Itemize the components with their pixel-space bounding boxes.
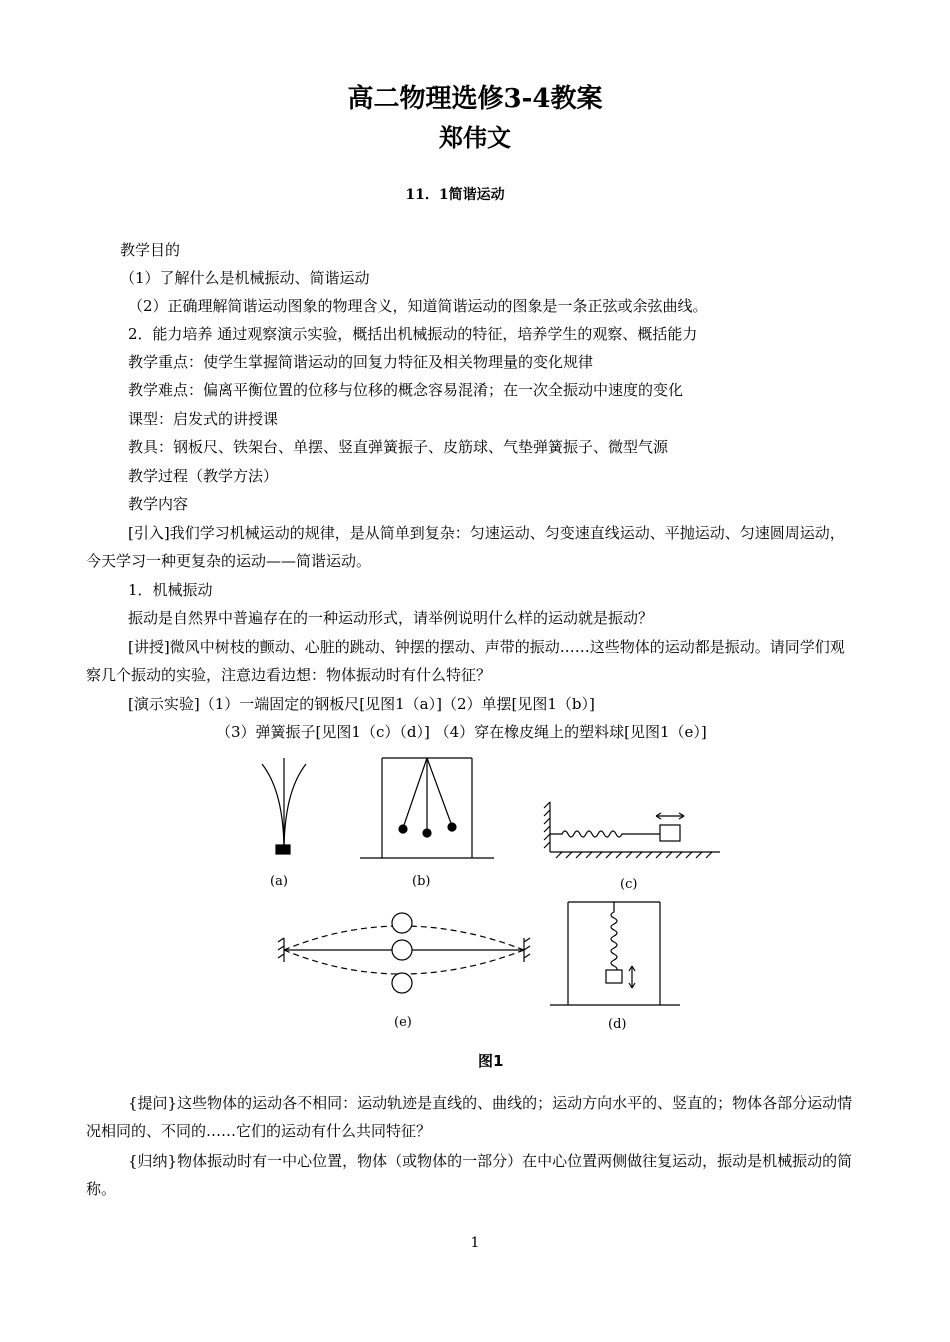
heading-mechanical-vibration: 1．机械振动: [128, 581, 213, 599]
figure-label-d: (d): [608, 1017, 627, 1032]
figure-a-ruler: [262, 758, 306, 854]
paragraph-obj-1: （1）了解什么是机械振动、简谐运动: [120, 269, 370, 287]
paragraph-demo-2: （3）弹簧振子[见图1（c）（d）] （4）穿在橡皮绳上的塑料球[见图1（e）]: [216, 723, 707, 741]
figure-c-spring: [544, 802, 720, 858]
figure-label-e: (e): [394, 1015, 412, 1030]
paragraph-difficulties: 教学难点：偏离平衡位置的位移与位移的概念容易混淆；在一次全振动中速度的变化: [128, 381, 684, 399]
paragraph-key-points: 教学重点：使学生掌握简谐运动的回复力特征及相关物理量的变化规律: [128, 353, 594, 371]
paragraph-lesson-type: 课型：启发式的讲授课: [128, 410, 279, 428]
figure-label-b: (b): [412, 874, 431, 889]
figure-e-rubber-ball: [278, 913, 530, 993]
author-name: 郑伟文: [439, 123, 511, 152]
figure-1: [240, 752, 740, 1082]
figure-caption: 图1: [478, 1052, 504, 1070]
document-title: 高二物理选修3-4教案: [347, 84, 603, 114]
paragraph-lecture: [讲授]微风中树枝的颤动、心脏的跳动、钟摆的摆动、声带的振动……这些物体的运动都是振动。请同学们观察几个振动的实验，注意边看边想：物体振动时有什么特征？: [86, 638, 845, 684]
paragraph-content: 教学内容: [128, 495, 189, 513]
paragraph-objectives: 教学目的: [120, 241, 181, 259]
paragraph-summary: {归纳}物体振动时有一中心位置，物体（或物体的一部分）在中心位置两侧做往复运动，振动是机械振动的简称。: [86, 1152, 853, 1198]
figure-d-vertical-spring: [550, 902, 680, 1005]
figure-b-pendulum: [360, 758, 494, 858]
figure-label-c: (c): [620, 877, 638, 892]
paragraph-tools: 教具：钢板尺、铁架台、单摆、竖直弹簧振子、皮筋球、气垫弹簧振子、微型气源: [128, 438, 669, 456]
paragraph-question: {提问}这些物体的运动各不相同：运动轨迹是直线的、曲线的；运动方向水平的、竖直的；物体各部分运动情况相同的、不同的……它们的运动有什么共同特征？: [86, 1094, 853, 1140]
section-heading: 11．1简谐运动: [405, 187, 505, 203]
paragraph-intro: [引入]我们学习机械运动的规律，是从简单到复杂：匀速运动、匀变速直线运动、平抛运动、匀速圆周运动，今天学习一种更复杂的运动——简谐运动。: [86, 524, 845, 570]
paragraph-process: 教学过程（教学方法）: [128, 467, 279, 485]
paragraph-demo-1: [演示实验]（1）一端固定的钢板尺[见图1（a）]（2）单摆[见图1（b）]: [128, 695, 595, 713]
paragraph-obj-2: （2）正确理解简谐运动图象的物理含义，知道简谐运动的图象是一条正弦或余弦曲线。: [128, 297, 708, 315]
paragraph-ability: 2．能力培养 通过观察演示实验，概括出机械振动的特征，培养学生的观察、概括能力: [128, 325, 698, 343]
figure-label-a: (a): [270, 874, 288, 889]
page-number: 1: [470, 1235, 480, 1251]
paragraph-vibration-question: 振动是自然界中普遍存在的一种运动形式，请举例说明什么样的运动就是振动？: [128, 609, 654, 627]
